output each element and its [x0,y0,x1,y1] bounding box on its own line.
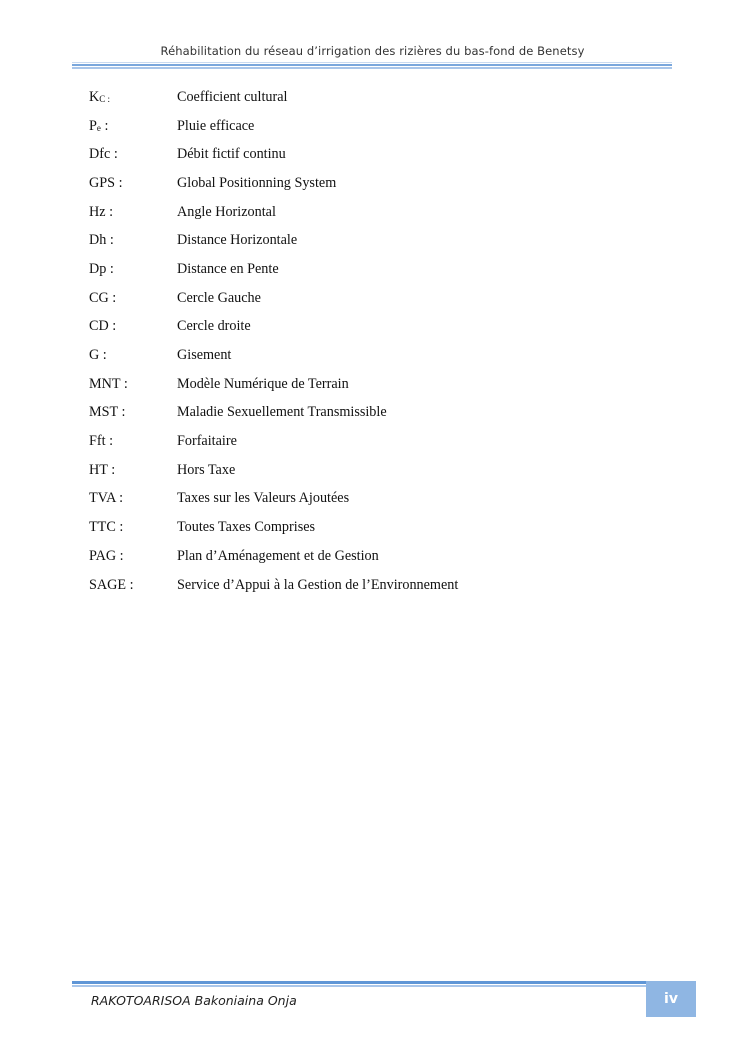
abbreviation-row [89,255,458,284]
abbreviation-key: HT : [89,461,116,478]
abbreviation-key: SAGE : [89,576,134,593]
abbreviation-list [89,83,458,599]
header-rule [72,62,672,69]
page-number: iv [664,991,678,1007]
abbreviation-key: Dfc : [89,146,118,163]
abbreviation-key: GPS : [89,174,123,191]
abbreviation-row [89,485,458,514]
abbreviation-meaning: Taxes sur les Valeurs Ajoutées [177,490,350,507]
abbreviation-key: CD : [89,318,117,335]
abbreviation-row [89,571,458,600]
abbreviation-row [89,513,458,542]
abbreviation-row [89,399,458,428]
abbreviation-meaning: Plan d’Aménagement et de Gestion [177,547,379,564]
abbreviation-meaning: Global Positionning System [177,174,337,191]
abbreviation-row [89,198,458,227]
abbreviation-meaning: Cercle Gauche [177,289,261,306]
abbreviation-row [89,313,458,342]
abbreviation-meaning: Cercle droite [177,318,251,335]
abbreviation-meaning: Gisement [177,347,232,364]
abbreviation-meaning: Débit fictif continu [177,146,286,163]
abbreviation-meaning: Modèle Numérique de Terrain [177,375,349,392]
abbreviation-row [89,83,458,112]
abbreviation-key: $P_e$ : [89,117,109,134]
footer-author: RAKOTOARISOA Bakoniaina Onja [91,993,297,1008]
abbreviation-meaning: Pluie efficace [177,117,255,134]
abbreviation-row [89,169,458,198]
abbreviation-key: Dp : [89,260,114,277]
abbreviation-row [89,370,458,399]
abbreviation-key: $K_{C :}$ [89,88,111,105]
abbreviation-meaning: Distance en Pente [177,260,279,277]
page-number-badge [646,981,696,1017]
footer-rule [72,981,648,987]
abbreviation-row [89,140,458,169]
abbreviation-row [89,284,458,313]
abbreviation-key: TVA : [89,490,124,507]
abbreviation-meaning: Hors Taxe [177,461,236,478]
abbreviation-key: Fft : [89,433,114,450]
abbreviation-key: CG : [89,289,117,306]
abbreviation-meaning: Forfaitaire [177,433,237,450]
abbreviation-key: MST : [89,404,126,421]
abbreviation-key: MNT : [89,375,128,392]
abbreviation-meaning: Service d’Appui à la Gestion de l’Environnement [177,576,459,593]
abbreviation-meaning: Angle Horizontal [177,203,276,220]
abbreviation-row [89,456,458,485]
abbreviation-key: Hz : [89,203,114,220]
page-header-title: Réhabilitation du réseau d’irrigation des rizières du bas-fond de Benetsy [160,44,585,58]
abbreviation-key: TTC : [89,519,124,536]
abbreviation-meaning: Distance Horizontale [177,232,298,249]
abbreviation-row [89,112,458,141]
abbreviation-meaning: Toutes Taxes Comprises [177,519,316,536]
abbreviation-row [89,542,458,571]
abbreviation-meaning: Coefficient cultural [177,88,288,105]
abbreviation-key: G : [89,347,107,364]
abbreviation-meaning: Maladie Sexuellement Transmissible [177,404,387,421]
abbreviation-key: Dh : [89,232,114,249]
abbreviation-key: PAG : [89,547,124,564]
abbreviation-row [89,427,458,456]
abbreviation-row [89,226,458,255]
abbreviation-row [89,341,458,370]
